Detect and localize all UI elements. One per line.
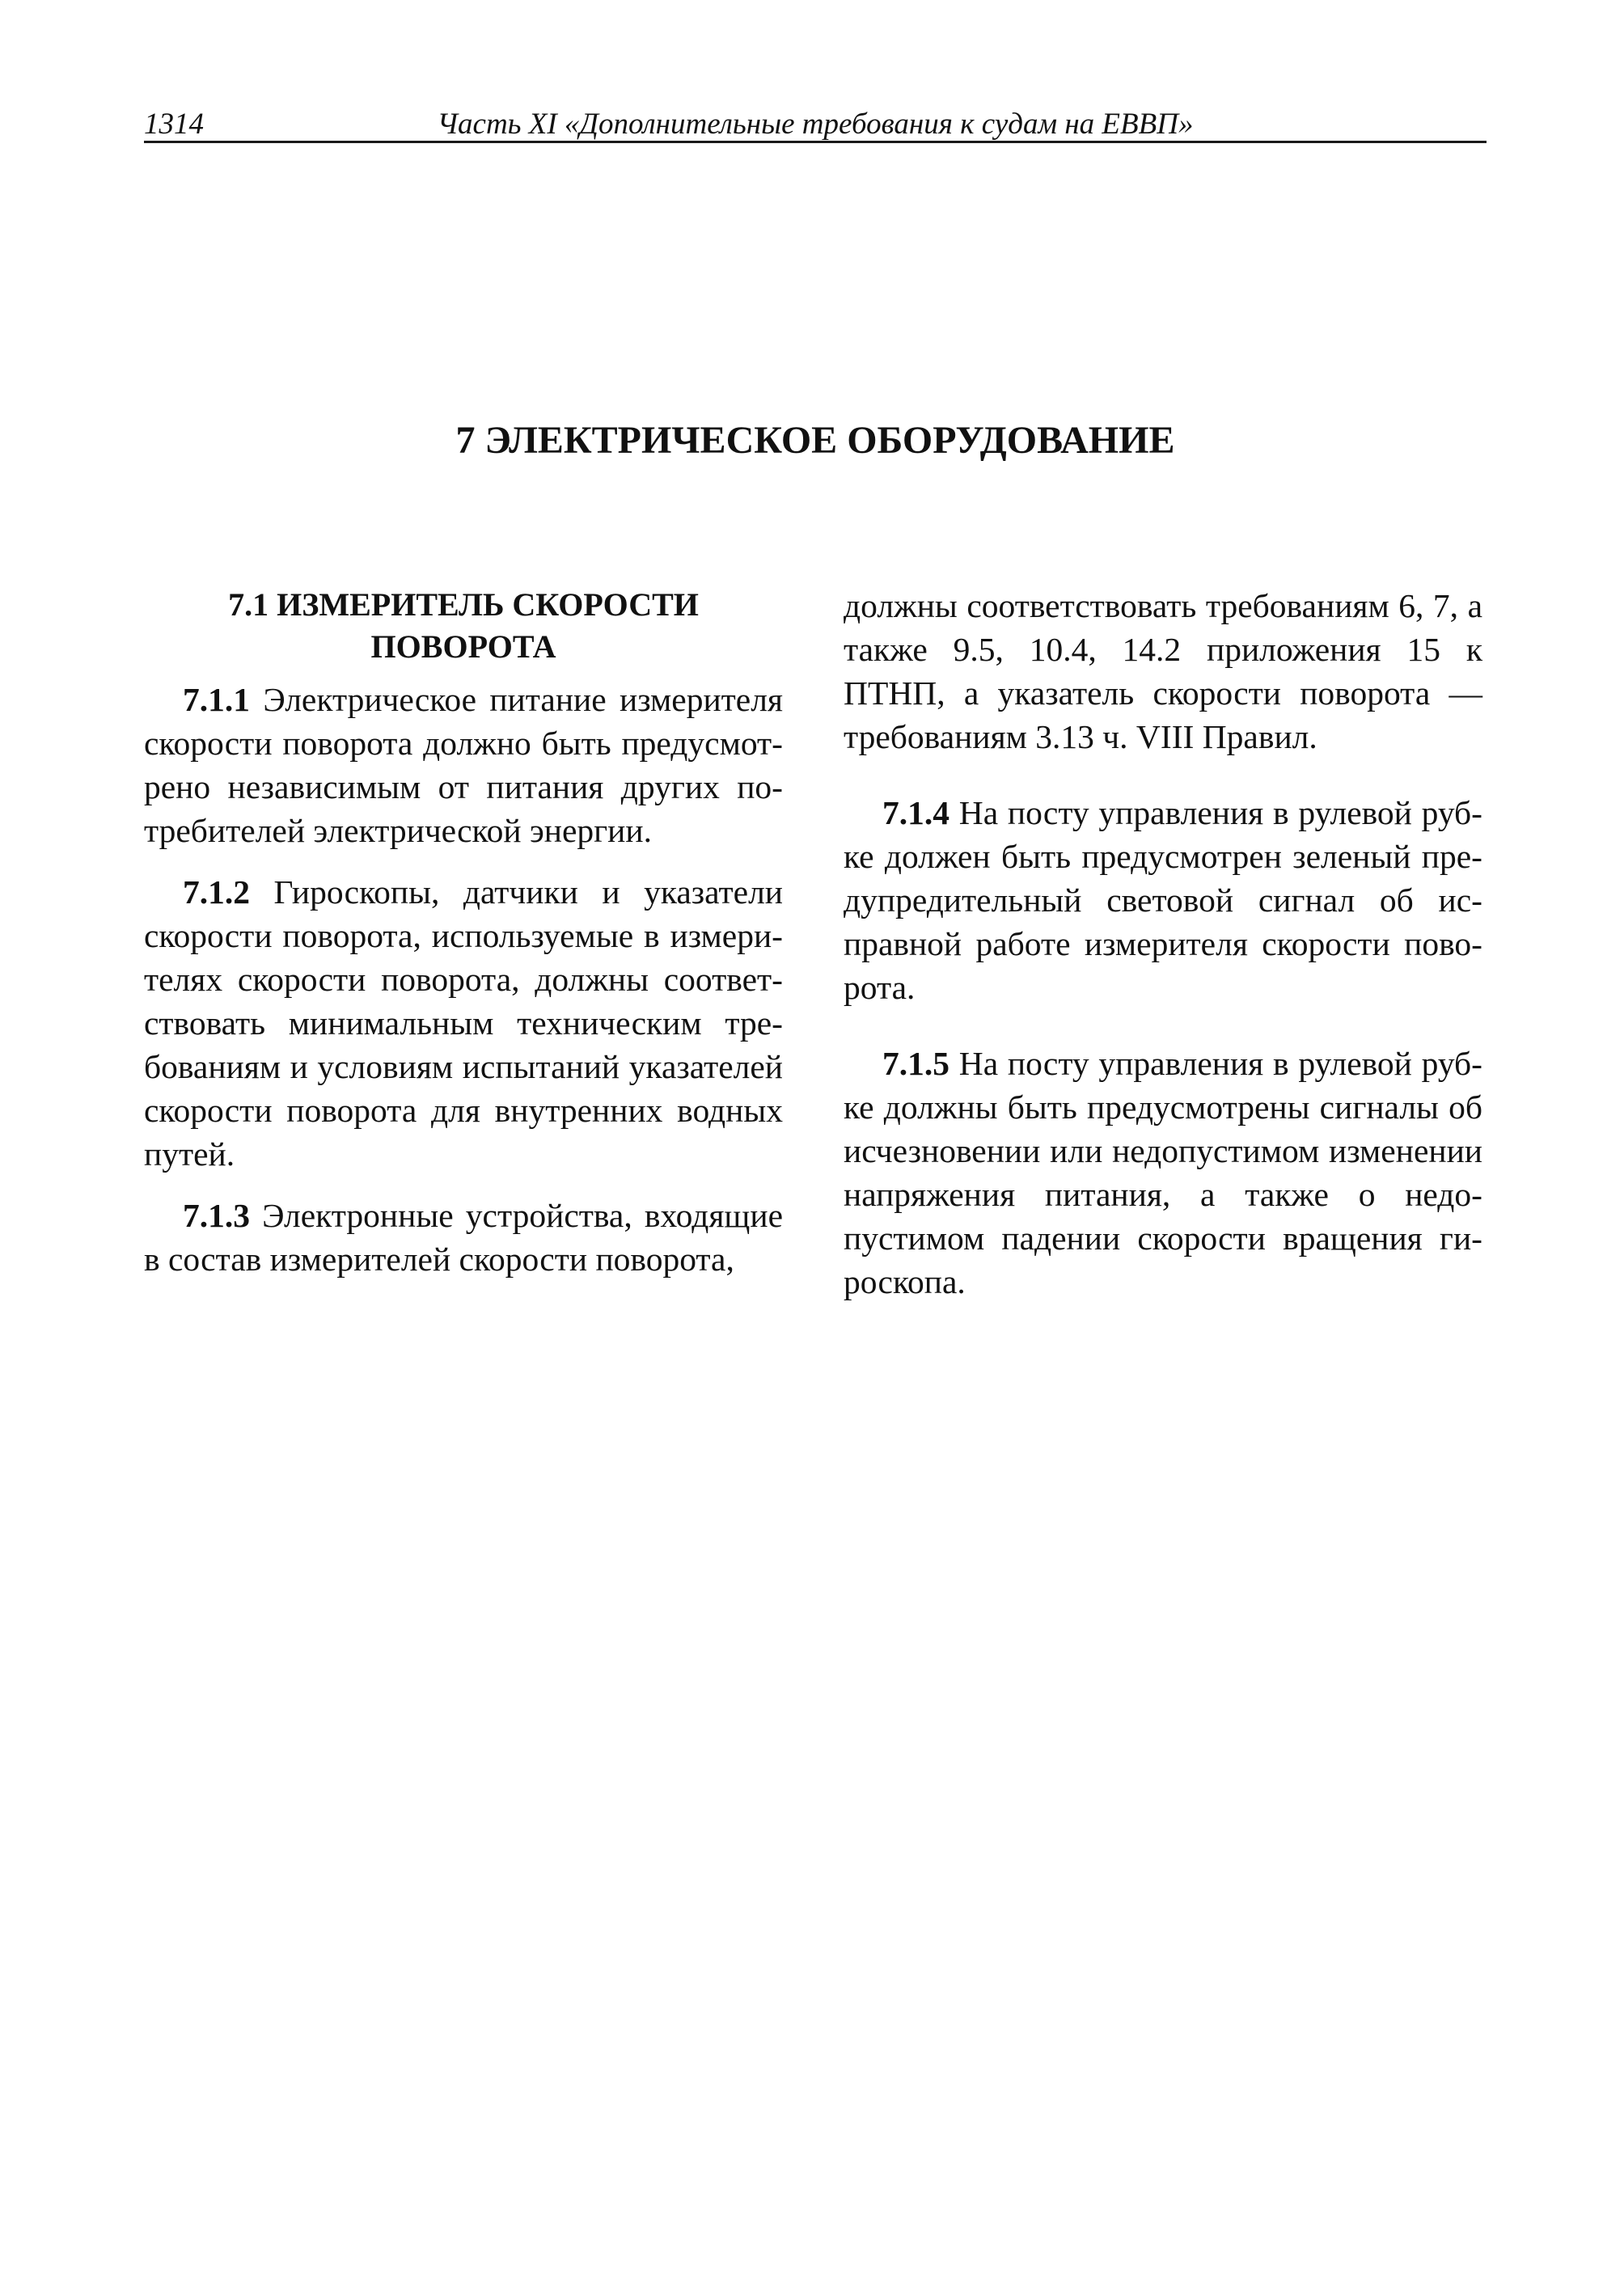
section-title: 7.1 ИЗМЕРИТЕЛЬ СКОРОСТИ ПОВОРОТА bbox=[228, 586, 699, 665]
paragraph-text: На посту управления в рулевой рубке должны быть предусмотрены сигналы об исчезновении или недопустимом изменении напряжения питания, а также о недопустимом падении скорости вращения гироскопа. bbox=[844, 1045, 1482, 1300]
paragraph-text: Гироскопы, датчики и указатели скорости поворота, используемые в измерителях скорости поворота, должны соответствовать минимальным техническим требованиям и условиям испытаний указателей скорости поворота для внутренних водных путей. bbox=[144, 873, 783, 1173]
page-number: 1314 bbox=[144, 108, 204, 141]
paragraph-number: 7.1.5 bbox=[882, 1045, 949, 1082]
running-title: Часть XI «Дополнительные требования к судам на ЕВВП» bbox=[437, 108, 1194, 141]
paragraph-7-1-2 bbox=[144, 870, 783, 1176]
paragraph-number: 7.1.3 bbox=[183, 1197, 250, 1234]
paragraph-7-1-1 bbox=[144, 678, 783, 852]
chapter-title: 7 ЭЛЕКТРИЧЕСКОЕ ОБОРУДОВАНИЕ bbox=[455, 419, 1175, 462]
paragraph-7-1-5 bbox=[844, 1042, 1482, 1304]
paragraph-text: Электрическое питание измерителя скорости поворота должно быть предусмотрено независимым от питания других потребителей электрической энергии. bbox=[144, 681, 784, 849]
paragraph-7-1-4 bbox=[844, 791, 1482, 1009]
page-header bbox=[144, 108, 1487, 143]
paragraph-number: 7.1.1 bbox=[183, 681, 250, 718]
paragraph-text: На посту управления в рулевой рубке должен быть предусмотрен зеленый предупредительный световой сигнал об исправной работе измерителя скорости поворота. bbox=[844, 794, 1482, 1006]
paragraph-7-1-3-continuation: должны соответствовать требованиям 6, 7, а также 9.5, 10.4, 14.2 приложения 15 к ПТНП, а указатель скорости поворота — требованиям 3.13 ч. VIII Правил. bbox=[844, 587, 1482, 755]
paragraph-text: Электронные устройства, входящие в состав измерителей скорости поворота, bbox=[144, 1197, 783, 1278]
left-column bbox=[144, 584, 783, 1299]
paragraph-7-1-3 bbox=[144, 1194, 783, 1281]
right-column bbox=[844, 584, 1482, 1321]
paragraph-number: 7.1.2 bbox=[183, 873, 250, 911]
paragraph-number: 7.1.4 bbox=[882, 794, 949, 831]
